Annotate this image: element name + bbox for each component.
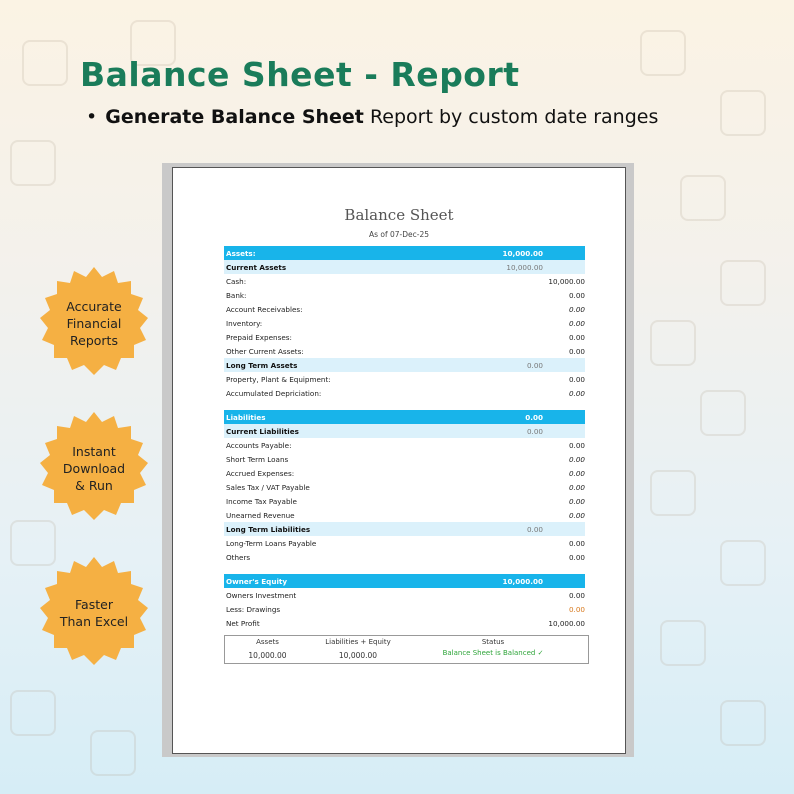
subsection-current-liabilities: Current Liabilities 0.00 <box>224 424 585 438</box>
spacer <box>224 400 585 410</box>
subsection-current-assets: Current Assets 10,000.00 <box>224 260 585 274</box>
table-row: Net Profit 10,000.00 <box>226 618 585 628</box>
summary-assets-label: Assets <box>256 638 279 646</box>
page-subtitle <box>86 106 658 128</box>
bg-icon <box>660 620 706 666</box>
table-row: Short Term Loans 0.00 <box>226 454 585 464</box>
table-row: Accumulated Depriciation: 0.00 <box>226 388 585 398</box>
subsection-long-term-assets: Long Term Assets 0.00 <box>224 358 585 372</box>
table-row: Sales Tax / VAT Payable 0.00 <box>226 482 585 492</box>
bg-icon <box>90 730 136 776</box>
report-title: Balance Sheet <box>344 206 454 224</box>
table-row: Accrued Expenses: 0.00 <box>226 468 585 478</box>
bg-icon <box>720 540 766 586</box>
section-header-assets: Assets: 10,000.00 <box>224 246 585 260</box>
table-row: Prepaid Expenses: 0.00 <box>226 332 585 342</box>
spacer <box>224 564 585 574</box>
badge-text: Instant Download & Run <box>62 443 126 493</box>
section-header-liabilities: Liabilities 0.00 <box>224 410 585 424</box>
badge-text: Accurate Financial Reports <box>66 298 122 348</box>
bg-icon <box>650 470 696 516</box>
balance-sheet-table <box>224 246 585 630</box>
summary-status-label: Status <box>481 638 505 646</box>
summary-status-value: Balance Sheet is Balanced ✓ <box>442 649 544 657</box>
bg-icon <box>10 690 56 736</box>
page-title: Balance Sheet - Report <box>80 55 520 94</box>
table-row: Cash: 10,000.00 <box>226 276 585 286</box>
balance-summary-box <box>224 635 589 664</box>
table-row: Long-Term Loans Payable 0.00 <box>226 538 585 548</box>
subtitle-bold: Generate Balance Sheet <box>105 106 364 128</box>
table-row: Other Current Assets: 0.00 <box>226 346 585 356</box>
bg-icon <box>680 175 726 221</box>
table-row: Accounts Payable: 0.00 <box>226 440 585 450</box>
feature-badge-accurate <box>36 265 152 381</box>
bg-icon <box>700 390 746 436</box>
balance-sheet-document <box>172 167 626 754</box>
bg-icon <box>720 700 766 746</box>
table-row: Income Tax Payable 0.00 <box>226 496 585 506</box>
bg-icon <box>22 40 68 86</box>
bg-icon <box>10 140 56 186</box>
table-row: Property, Plant & Equipment: 0.00 <box>226 374 585 384</box>
report-date: As of 07-Dec-25 <box>368 230 430 239</box>
bg-icon <box>650 320 696 366</box>
feature-badge-faster <box>36 555 152 671</box>
summary-assets-value: 10,000.00 <box>248 651 287 660</box>
subtitle-rest: Report by custom date ranges <box>369 106 659 128</box>
bg-icon <box>720 260 766 306</box>
summary-le-label: Liabilities + Equity <box>325 638 391 646</box>
table-row: Inventory: 0.00 <box>226 318 585 328</box>
badge-text: Faster Than Excel <box>59 597 129 629</box>
table-row: Less: Drawings 0.00 <box>226 604 585 614</box>
section-header-equity: Owner's Equity 10,000.00 <box>224 574 585 588</box>
feature-badge-download <box>36 410 152 526</box>
table-row: Unearned Revenue 0.00 <box>226 510 585 520</box>
summary-le-value: 10,000.00 <box>338 651 378 660</box>
subsection-long-term-liabilities: Long Term Liabilities 0.00 <box>224 522 585 536</box>
bullet-icon: • <box>86 106 98 128</box>
table-row: Others 0.00 <box>226 552 585 562</box>
table-row: Account Receivables: 0.00 <box>226 304 585 314</box>
table-row: Bank: 0.00 <box>226 290 585 300</box>
bg-icon <box>720 90 766 136</box>
table-row: Owners Investment 0.00 <box>226 590 585 600</box>
bg-icon <box>640 30 686 76</box>
